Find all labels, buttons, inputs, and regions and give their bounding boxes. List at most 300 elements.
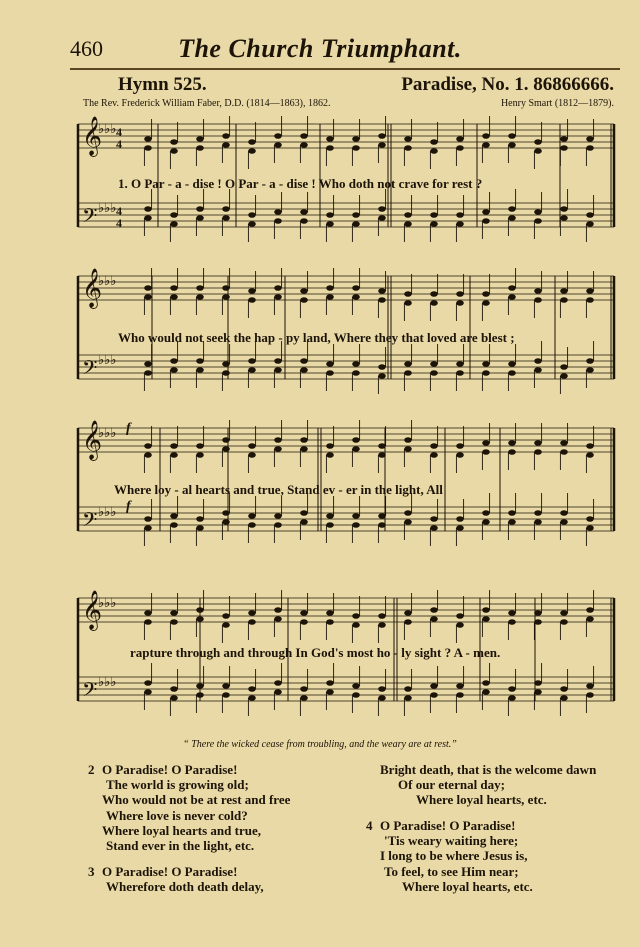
note-head: [196, 525, 204, 531]
note-head: [222, 683, 230, 689]
note-head: [430, 361, 438, 367]
note-head: [508, 449, 516, 455]
note-head: [430, 139, 438, 145]
note-head: [248, 297, 256, 303]
note-head: [274, 616, 282, 622]
stanza-line: Where loyal hearts, etc.: [402, 878, 533, 894]
note-head: [170, 358, 178, 364]
time-signature-bottom: 4: [116, 216, 122, 230]
stanza-line: Where loyal hearts, etc.: [416, 792, 547, 808]
note-head: [560, 686, 568, 692]
key-signature-icon: ♭♭♭: [98, 596, 117, 611]
note-head: [560, 373, 568, 379]
note-head: [196, 367, 204, 373]
note-head: [560, 288, 568, 294]
note-head: [404, 610, 412, 616]
note-head: [274, 209, 282, 215]
note-head: [170, 686, 178, 692]
note-head: [352, 221, 360, 227]
note-head: [352, 692, 360, 698]
note-head: [378, 373, 386, 379]
note-head: [456, 613, 464, 619]
note-head: [170, 367, 178, 373]
note-head: [248, 139, 256, 145]
note-head: [482, 607, 490, 613]
note-head: [352, 361, 360, 367]
note-head: [378, 695, 386, 701]
note-head: [170, 294, 178, 300]
note-head: [196, 692, 204, 698]
note-head: [222, 361, 230, 367]
note-head: [326, 212, 334, 218]
note-head: [378, 452, 386, 458]
note-head: [378, 288, 386, 294]
note-head: [586, 212, 594, 218]
note-head: [534, 209, 542, 215]
note-head: [170, 619, 178, 625]
stanza-line: Stand ever in the light, etc.: [106, 838, 255, 854]
stanza-line: Where love is never cold?: [106, 807, 248, 823]
note-head: [586, 525, 594, 531]
note-head: [534, 297, 542, 303]
note-head: [456, 452, 464, 458]
note-head: [508, 619, 516, 625]
note-head: [508, 440, 516, 446]
composer-credit: Henry Smart (1812—1879).: [500, 98, 614, 109]
note-head: [222, 613, 230, 619]
bass-clef-icon: 𝄢: [82, 204, 98, 232]
note-head: [222, 446, 230, 452]
treble-clef-icon: 𝄞: [82, 268, 103, 308]
note-head: [144, 525, 152, 531]
note-head: [248, 443, 256, 449]
note-head: [404, 446, 412, 452]
stanza-line: O Paradise! O Paradise!: [102, 864, 238, 879]
note-head: [560, 215, 568, 221]
note-head: [456, 525, 464, 531]
note-head: [534, 358, 542, 364]
note-head: [560, 440, 568, 446]
note-head: [300, 510, 308, 516]
epigraph: “ There the wicked cease from troubling, and the weary are at rest.”: [183, 739, 457, 750]
note-head: [222, 510, 230, 516]
note-head: [352, 522, 360, 528]
note-head: [222, 206, 230, 212]
note-head: [300, 610, 308, 616]
note-head: [534, 619, 542, 625]
note-head: [196, 136, 204, 142]
note-head: [196, 206, 204, 212]
note-head: [326, 361, 334, 367]
note-head: [586, 221, 594, 227]
note-head: [326, 136, 334, 142]
note-head: [144, 361, 152, 367]
note-head: [196, 607, 204, 613]
note-head: [144, 215, 152, 221]
note-head: [430, 516, 438, 522]
note-head: [248, 212, 256, 218]
note-head: [560, 510, 568, 516]
note-head: [300, 297, 308, 303]
stanza-line: The world is growing old;: [106, 777, 249, 793]
verse-number: 4: [366, 818, 373, 833]
note-head: [326, 452, 334, 458]
stanza-3-continued: [380, 762, 596, 808]
note-head: [534, 449, 542, 455]
note-head: [300, 358, 308, 364]
note-head: [534, 367, 542, 373]
note-head: [508, 695, 516, 701]
time-signature-top: 4: [116, 125, 122, 139]
note-head: [430, 370, 438, 376]
treble-clef-icon: 𝄞: [82, 590, 103, 630]
note-head: [482, 510, 490, 516]
note-head: [456, 692, 464, 698]
note-head: [144, 516, 152, 522]
note-head: [456, 622, 464, 628]
note-head: [534, 218, 542, 224]
note-head: [430, 291, 438, 297]
note-head: [508, 133, 516, 139]
note-head: [586, 443, 594, 449]
note-head: [222, 370, 230, 376]
note-head: [352, 513, 360, 519]
note-head: [274, 689, 282, 695]
note-head: [326, 513, 334, 519]
note-head: [170, 148, 178, 154]
treble-clef-icon: 𝄞: [82, 116, 103, 156]
note-head: [248, 513, 256, 519]
verse-number: 3: [88, 864, 95, 879]
lyric-line-3: Where loy - al hearts and true, Stand ev - er in the light, All: [114, 482, 443, 497]
note-head: [352, 446, 360, 452]
note-head: [378, 513, 386, 519]
note-head: [274, 218, 282, 224]
note-head: [326, 680, 334, 686]
note-head: [508, 510, 516, 516]
note-head: [378, 215, 386, 221]
key-signature-icon: ♭♭♭: [98, 274, 117, 289]
note-head: [274, 358, 282, 364]
note-head: [482, 300, 490, 306]
note-head: [300, 446, 308, 452]
note-head: [586, 607, 594, 613]
note-head: [222, 692, 230, 698]
note-head: [274, 285, 282, 291]
note-head: [508, 686, 516, 692]
note-head: [404, 136, 412, 142]
note-head: [378, 297, 386, 303]
note-head: [404, 695, 412, 701]
note-head: [404, 145, 412, 151]
note-head: [456, 291, 464, 297]
note-head: [404, 437, 412, 443]
note-head: [222, 437, 230, 443]
note-head: [404, 300, 412, 306]
note-head: [170, 522, 178, 528]
note-head: [534, 519, 542, 525]
page-title: The Church Triumphant.: [178, 34, 462, 63]
note-head: [482, 361, 490, 367]
key-signature-icon: ♭♭♭: [98, 353, 117, 368]
note-head: [274, 446, 282, 452]
note-head: [326, 285, 334, 291]
note-head: [378, 522, 386, 528]
note-head: [586, 616, 594, 622]
note-head: [222, 285, 230, 291]
note-head: [456, 361, 464, 367]
note-head: [144, 285, 152, 291]
note-head: [326, 370, 334, 376]
note-head: [586, 297, 594, 303]
note-head: [196, 443, 204, 449]
note-head: [534, 139, 542, 145]
note-head: [144, 452, 152, 458]
note-head: [300, 209, 308, 215]
note-head: [378, 133, 386, 139]
note-head: [482, 689, 490, 695]
note-head: [248, 619, 256, 625]
key-signature-icon: ♭♭♭: [98, 201, 117, 216]
note-head: [482, 209, 490, 215]
note-head: [482, 133, 490, 139]
note-head: [300, 288, 308, 294]
note-head: [534, 510, 542, 516]
note-head: [144, 610, 152, 616]
note-head: [404, 361, 412, 367]
treble-clef-icon: 𝄞: [82, 420, 103, 460]
note-head: [378, 613, 386, 619]
note-head: [560, 145, 568, 151]
note-head: [170, 139, 178, 145]
note-head: [196, 516, 204, 522]
note-head: [456, 145, 464, 151]
key-signature-icon: ♭♭♭: [98, 505, 117, 520]
stanza-line: Who would not be at rest and free: [102, 792, 291, 808]
note-head: [508, 206, 516, 212]
note-head: [196, 683, 204, 689]
note-head: [144, 294, 152, 300]
note-head: [586, 452, 594, 458]
stanza-3: [88, 864, 264, 894]
note-head: [300, 218, 308, 224]
note-head: [222, 142, 230, 148]
note-head: [560, 619, 568, 625]
note-head: [352, 285, 360, 291]
note-head: [456, 212, 464, 218]
note-head: [508, 142, 516, 148]
note-head: [586, 358, 594, 364]
note-head: [482, 291, 490, 297]
note-head: [352, 145, 360, 151]
stanza-line: I long to be where Jesus is,: [380, 848, 528, 864]
verse-number: 2: [88, 762, 95, 777]
note-head: [404, 510, 412, 516]
note-head: [534, 148, 542, 154]
note-head: [274, 294, 282, 300]
stanza-line: Where loyal hearts and true,: [102, 822, 261, 838]
note-head: [534, 440, 542, 446]
note-head: [508, 285, 516, 291]
note-head: [404, 686, 412, 692]
note-head: [300, 619, 308, 625]
note-head: [560, 519, 568, 525]
note-head: [352, 622, 360, 628]
note-head: [508, 610, 516, 616]
stanza-line: 'Tis weary waiting here;: [384, 833, 519, 849]
note-head: [144, 145, 152, 151]
note-head: [430, 692, 438, 698]
lyric-line-1: 1. O Par - a - dise ! O Par - a - dise ! Who doth not crave for rest ?: [118, 176, 483, 191]
note-head: [300, 133, 308, 139]
note-head: [326, 294, 334, 300]
note-head: [248, 522, 256, 528]
note-head: [430, 525, 438, 531]
note-head: [378, 443, 386, 449]
note-head: [196, 294, 204, 300]
note-head: [430, 443, 438, 449]
note-head: [170, 610, 178, 616]
note-head: [248, 367, 256, 373]
stanza-line: Bright death, that is the welcome dawn: [380, 762, 597, 777]
note-head: [508, 294, 516, 300]
note-head: [170, 285, 178, 291]
author-credit: The Rev. Frederick William Faber, D.D. (1814—1863), 1862.: [83, 98, 331, 109]
note-head: [378, 686, 386, 692]
lyric-line-4: rapture through and through In God's most ho - ly sight ? A - men.: [130, 645, 501, 660]
note-head: [560, 364, 568, 370]
note-head: [170, 452, 178, 458]
note-head: [300, 695, 308, 701]
note-head: [404, 221, 412, 227]
stanza-line: O Paradise! O Paradise!: [380, 818, 516, 833]
hymn-number: Hymn 525.: [118, 74, 207, 95]
bass-clef-icon: 𝄢: [82, 678, 98, 706]
note-head: [248, 695, 256, 701]
note-head: [196, 285, 204, 291]
stanza-line: O Paradise! O Paradise!: [102, 762, 238, 777]
note-head: [456, 221, 464, 227]
stanza-2: [88, 762, 290, 853]
note-head: [170, 513, 178, 519]
note-head: [326, 145, 334, 151]
note-head: [482, 440, 490, 446]
note-head: [378, 364, 386, 370]
note-head: [170, 221, 178, 227]
note-head: [586, 516, 594, 522]
note-head: [560, 136, 568, 142]
note-head: [326, 619, 334, 625]
time-signature-top: 4: [116, 204, 122, 218]
note-head: [248, 358, 256, 364]
note-head: [508, 519, 516, 525]
note-head: [482, 616, 490, 622]
note-head: [170, 695, 178, 701]
note-head: [430, 212, 438, 218]
note-head: [248, 221, 256, 227]
key-signature-icon: ♭♭♭: [98, 122, 117, 137]
note-head: [560, 449, 568, 455]
tune-name: Paradise, No. 1. 86866666.: [401, 74, 614, 95]
note-head: [560, 695, 568, 701]
note-head: [248, 610, 256, 616]
note-head: [352, 136, 360, 142]
stanza-4: [366, 818, 533, 894]
note-head: [196, 358, 204, 364]
note-head: [326, 610, 334, 616]
note-head: [352, 370, 360, 376]
note-head: [378, 622, 386, 628]
note-head: [508, 361, 516, 367]
note-head: [300, 367, 308, 373]
note-head: [404, 291, 412, 297]
bass-clef-icon: 𝄢: [82, 508, 98, 536]
note-head: [352, 683, 360, 689]
note-head: [508, 215, 516, 221]
note-head: [274, 437, 282, 443]
note-head: [534, 610, 542, 616]
note-head: [456, 516, 464, 522]
note-head: [586, 692, 594, 698]
note-head: [274, 142, 282, 148]
note-head: [586, 367, 594, 373]
note-head: [430, 300, 438, 306]
note-head: [352, 294, 360, 300]
note-head: [274, 133, 282, 139]
note-head: [144, 443, 152, 449]
note-head: [300, 519, 308, 525]
note-head: [326, 443, 334, 449]
note-head: [534, 680, 542, 686]
note-head: [144, 689, 152, 695]
note-head: [274, 680, 282, 686]
note-head: [196, 145, 204, 151]
note-head: [430, 148, 438, 154]
note-head: [482, 370, 490, 376]
dynamic-marking: f: [126, 421, 131, 436]
note-head: [196, 616, 204, 622]
note-head: [482, 449, 490, 455]
note-head: [508, 370, 516, 376]
note-head: [248, 686, 256, 692]
note-head: [144, 206, 152, 212]
note-head: [144, 619, 152, 625]
note-head: [144, 136, 152, 142]
note-head: [378, 142, 386, 148]
note-head: [456, 370, 464, 376]
note-head: [456, 683, 464, 689]
note-head: [274, 513, 282, 519]
note-head: [352, 613, 360, 619]
note-head: [300, 437, 308, 443]
note-head: [326, 522, 334, 528]
dynamic-marking: f: [126, 499, 131, 514]
stanza-line: Of our eternal day;: [398, 777, 505, 793]
note-head: [196, 452, 204, 458]
note-head: [378, 206, 386, 212]
note-head: [586, 145, 594, 151]
note-head: [274, 607, 282, 613]
note-head: [352, 212, 360, 218]
note-head: [274, 522, 282, 528]
stanza-line: Wherefore doth death delay,: [106, 879, 264, 895]
note-head: [222, 622, 230, 628]
note-head: [456, 443, 464, 449]
note-head: [456, 300, 464, 306]
note-head: [144, 680, 152, 686]
note-head: [170, 443, 178, 449]
stanza-line: To feel, to see Him near;: [384, 863, 519, 879]
